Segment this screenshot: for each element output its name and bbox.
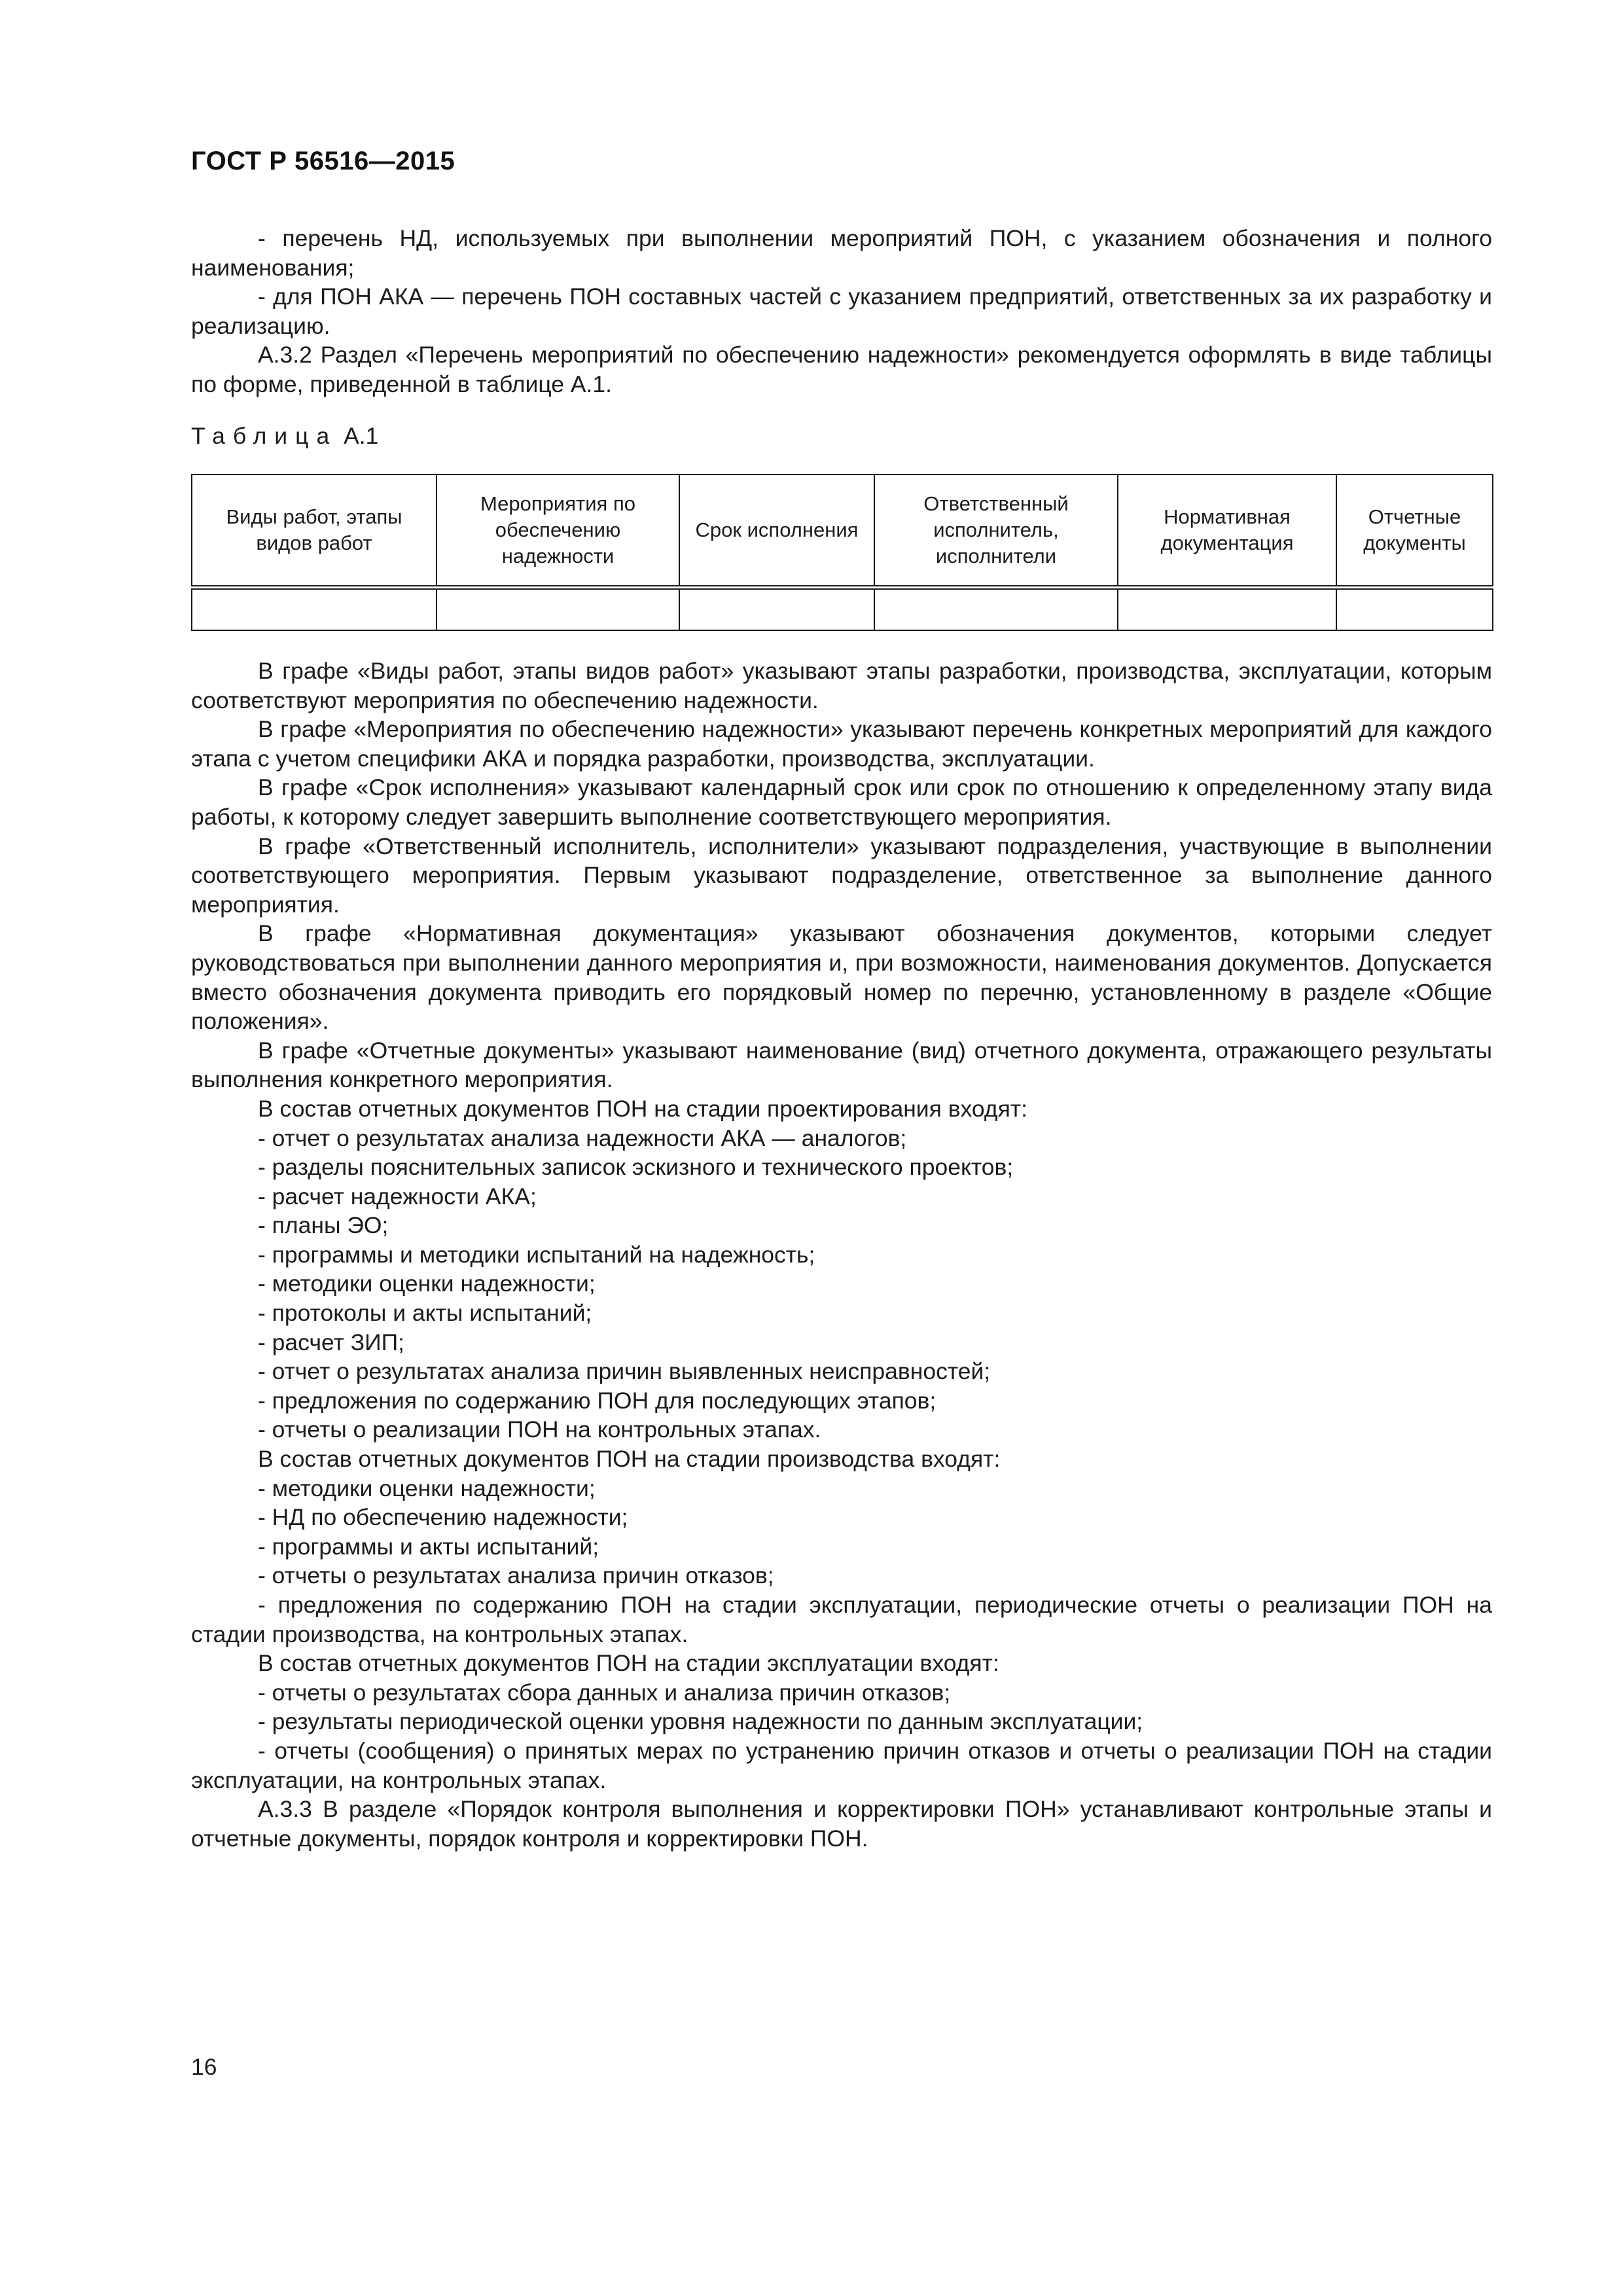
table-cell [1336, 587, 1493, 630]
list-item: - отчеты (сообщения) о принятых мерах по устранению причин отказов и отчеты о реализации ПОН на стадии эксплуатации, на контрольных этапах. [191, 1737, 1492, 1793]
list-item: - протоколы и акты испытаний; [258, 1300, 592, 1327]
measures-table [191, 474, 1493, 631]
table-cell [874, 587, 1118, 630]
table-header-cell: Нормативная документация [1118, 475, 1336, 587]
table-header-cell: Срок исполнения [679, 475, 874, 587]
intro-text [191, 224, 1492, 399]
list-item: - предложения по содержанию ПОН на стадии эксплуатации, периодические отчеты о реализации ПОН на стадии производства, на контрольных этапах. [191, 1592, 1492, 1647]
list-item: - отчеты о результатах сбора данных и анализа причин отказов; [258, 1679, 951, 1706]
paragraph: В состав отчетных документов ПОН на стадии проектирования входят: [258, 1095, 1027, 1122]
paragraph: В графе «Нормативная документация» указывают обозначения документов, которыми следует руководствоваться при выполнении данного мероприятия и, при возможности, наименования документов. Допускается вместо обозначения документа приводить его порядковый номер по перечню, установленному в разделе «Общие положения». [191, 920, 1492, 1035]
page-number: 16 [191, 2054, 217, 2080]
list-item: - расчет надежности АКА; [258, 1183, 537, 1210]
paragraph: В состав отчетных документов ПОН на стадии производства входят: [258, 1446, 1001, 1473]
list-item: - методики оценки надежности; [258, 1270, 596, 1297]
paragraph: А.3.2 Раздел «Перечень мероприятий по обеспечению надежности» рекомендуется оформлять в виде таблицы по форме, приведенной в таблице А.1. [191, 342, 1492, 397]
table-header-cell: Ответственный исполнитель, исполнители [874, 475, 1118, 587]
paragraph: В графе «Срок исполнения» указывают календарный срок или срок по отношению к определенному этапу вида работы, к которому следует завершить выполнение соответствующего мероприятия. [191, 774, 1492, 830]
list-item: - отчет о результатах анализа надежности АКА — аналогов; [258, 1124, 907, 1151]
paragraph: В графе «Мероприятия по обеспечению надежности» указывают перечень конкретных мероприятий для каждого этапа с учетом специфики АКА и порядка разработки, производства, эксплуатации. [191, 716, 1492, 772]
table-header-cell: Отчетные документы [1336, 475, 1493, 587]
paragraph: А.3.3 В разделе «Порядок контроля выполнения и корректировки ПОН» устанавливают контрольные этапы и отчетные документы, порядок контроля и корректировки ПОН. [191, 1796, 1492, 1852]
main-text [191, 656, 1492, 1853]
table-cell [1118, 587, 1336, 630]
table-header-cell: Мероприятия по обеспечению надежности [437, 475, 679, 587]
paragraph: В графе «Виды работ, этапы видов работ» указывают этапы разработки, производства, эксплуатации, которым соответствуют мероприятия по обеспечению надежности. [191, 658, 1492, 713]
paragraph: В графе «Ответственный исполнитель, исполнители» указывают подразделения, участвующие в выполнении соответствующего мероприятия. Первым указывают подразделение, ответственное за выполнение данного мероприятия. [191, 833, 1492, 918]
list-item: - методики оценки надежности; [258, 1475, 596, 1501]
table-cell [437, 587, 679, 630]
table-cell [679, 587, 874, 630]
table-header-cell: Виды работ, этапы видов работ [192, 475, 437, 587]
table-caption [191, 423, 378, 450]
table-header-row [192, 475, 1493, 587]
list-item: - отчеты о реализации ПОН на контрольных этапах. [258, 1416, 821, 1443]
table-cell [192, 587, 437, 630]
paragraph: - перечень НД, используемых при выполнении мероприятий ПОН, с указанием обозначения и полного наименования; [191, 225, 1492, 281]
list-item: - результаты периодической оценки уровня надежности по данным эксплуатации; [258, 1708, 1143, 1735]
document-header: ГОСТ Р 56516—2015 [191, 147, 455, 175]
list-item: - отчеты о результатах анализа причин отказов; [258, 1562, 774, 1589]
list-item: - планы ЭО; [258, 1212, 389, 1239]
list-item: - отчет о результатах анализа причин выявленных неисправностей; [258, 1358, 991, 1385]
list-item: - разделы пояснительных записок эскизного и технического проектов; [258, 1154, 1014, 1181]
table-caption-number: А.1 [344, 423, 379, 449]
list-item: - программы и акты испытаний; [258, 1533, 599, 1560]
table-row [192, 587, 1493, 630]
list-item: - расчет ЗИП; [258, 1329, 405, 1355]
list-item: - программы и методики испытаний на надежность; [258, 1241, 815, 1268]
list-item: - НД по обеспечению надежности; [258, 1504, 628, 1531]
paragraph: В графе «Отчетные документы» указывают наименование (вид) отчетного документа, отражающего результаты выполнения конкретного мероприятия. [191, 1037, 1492, 1093]
paragraph: - для ПОН АКА — перечень ПОН составных частей с указанием предприятий, ответственных за их разработку и реализацию. [191, 283, 1492, 339]
list-item: - предложения по содержанию ПОН для последующих этапов; [258, 1387, 936, 1414]
paragraph: В состав отчетных документов ПОН на стадии эксплуатации входят: [258, 1650, 999, 1677]
table-caption-label: Таблица [191, 423, 338, 449]
